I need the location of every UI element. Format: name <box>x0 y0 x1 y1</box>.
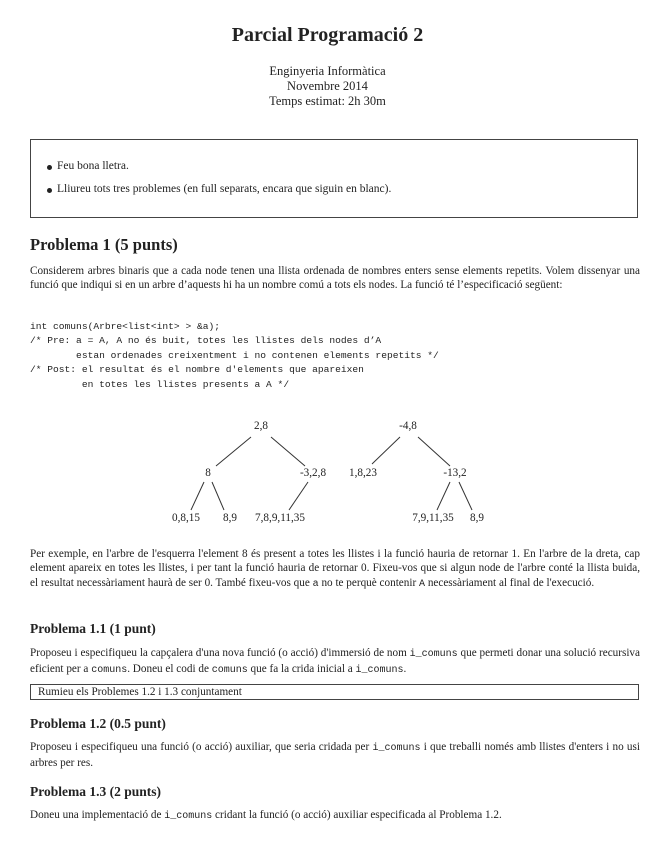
code-line: /* Post: el resultat és el nombre d'elements que apareixen <box>30 364 364 376</box>
tree-node: -13,2 <box>443 467 467 479</box>
subtitle-date: Novembre 2014 <box>287 79 368 93</box>
tree-node: 1,8,23 <box>349 467 377 479</box>
tree-node: -3,2,8 <box>299 467 327 479</box>
example-text: necessàriament al final de l'execució. <box>425 576 595 589</box>
text: que permeti donar una solució recursiva eficient per a <box>30 647 640 676</box>
problem-1-2-heading: Problema 1.2 (0.5 punt) <box>30 716 166 731</box>
inline-code: i_comuns <box>409 649 458 660</box>
problem-1-1-heading: Problema 1.1 (1 punt) <box>30 621 156 636</box>
inline-code: i_comuns <box>355 665 404 677</box>
tree-node: 8 <box>205 467 211 479</box>
code-line: estan ordenades creixentment i no contenen elements repetits */ <box>30 349 439 361</box>
problem-1-example <box>30 547 640 592</box>
code-line: int comuns(Arbre<list<int> > &a); <box>30 321 220 332</box>
problem-1-1-text <box>30 646 640 679</box>
tree-node-leaf: 8,9 <box>470 512 484 524</box>
instruction-item: Lliureu tots tres problemes (en full separats, encara que siguin en blanc). <box>57 183 392 195</box>
tree-node-root: -4,8 <box>399 420 417 432</box>
text: cridant la funció (o acció) auxiliar especificada al Problema 1.2. <box>212 809 502 821</box>
tree-node-leaf: 7,8,9,11,35 <box>255 512 305 524</box>
text: Doneu una implementació de <box>30 809 165 821</box>
example-text: Per exemple, en l'arbre de l'esquerra l'element 8 és present a totes les llistes i la funció hauria de retornar 1. En l'arbre de la dreta, cap element apareix en totes les llistes, i per tant la funció hauria de retornar 0. Fixeu-vos que si algun node de l'arbre conté la llista buida, el resultat necessàriament haurà de ser 0. També fixeu-vos que <box>30 548 640 589</box>
inline-code: comuns <box>211 665 248 677</box>
code-line: en totes les llistes presents a A */ <box>30 378 290 390</box>
problem-1-heading: Problema 1 (5 punts) <box>30 235 178 254</box>
problem-1-3-text <box>30 808 640 824</box>
subtitle-duration: Temps estimat: 2h 30m <box>269 94 386 108</box>
inline-code: i_comuns <box>164 811 213 822</box>
problem-1-intro: Considerem arbres binaris que a cada node tenen una llista ordenada de nombres enters sense elements repetits. Volem dissenyar una funció que indiqui si en un arbre d’aquests hi ha un nombre comú a tots els nodes. La funció té l’especificació següent: <box>30 265 640 292</box>
text: Proposeu i especifiqueu la capçalera d'una nova funció (o acció) d'immersió de nom <box>30 647 410 659</box>
tree-node-leaf: 7,9,11,35 <box>412 512 454 524</box>
code-line: /* Pre: a = A, A no és buit, totes les llistes dels nodes d’A <box>30 335 382 347</box>
tree-node-leaf: 0,8,15 <box>172 512 200 524</box>
hint-box: Rumieu els Problemes 1.2 i 1.3 conjuntament <box>30 684 639 700</box>
problem-1-3-heading: Problema 1.3 (2 punts) <box>30 784 162 799</box>
inline-code: a <box>312 578 319 590</box>
inline-code: comuns <box>91 665 128 677</box>
inline-code: i_comuns <box>372 743 421 754</box>
page-title: Parcial Programació 2 <box>231 24 424 46</box>
instruction-item: Feu bona lletra. <box>57 160 129 172</box>
tree-node-root: 2,8 <box>254 420 268 432</box>
problem-1-2-text <box>30 740 640 771</box>
inline-code: A <box>419 578 426 590</box>
subtitle-degree: Enginyeria Informàtica <box>269 64 386 78</box>
text: que fa la crida inicial a <box>247 663 356 676</box>
text: . Doneu el codi de <box>127 663 212 676</box>
text: Proposeu i especifiqueu una funció (o acció) auxiliar, que seria cridada per <box>30 741 373 753</box>
text: i que treballi només amb llistes d'enters i no usi arbres per res. <box>30 741 640 770</box>
tree-node-leaf: 8,9 <box>223 512 237 524</box>
example-text: no te perquè contenir <box>318 576 419 589</box>
text: . <box>403 663 407 676</box>
